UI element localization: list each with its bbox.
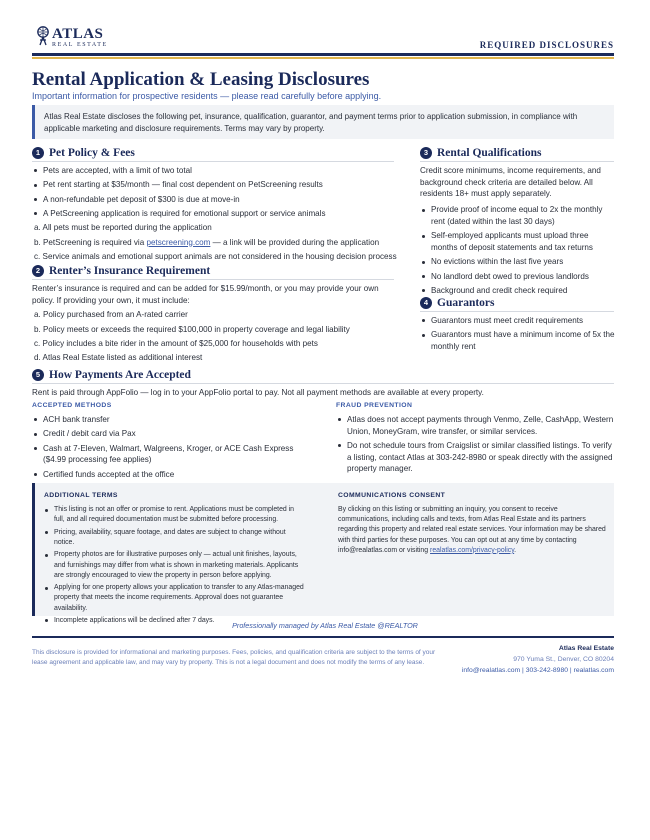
- list-item-text: — a link will be provided during the application: [210, 237, 380, 247]
- footer-rule: [32, 636, 614, 638]
- section-number: 1: [32, 147, 44, 159]
- list-item: Do not schedule tours from Craigslist or similar classified listings. To verify a listing, contact Atlas at 303-242-8980 or speak directly with the assigned property manager.: [336, 440, 616, 475]
- list-item-text: b. PetScreening is required via: [34, 237, 145, 247]
- list-item: ACH bank transfer: [32, 414, 312, 426]
- section-number: 5: [32, 369, 44, 381]
- communications-suffix: .: [514, 546, 517, 554]
- section-number: 3: [420, 147, 432, 159]
- section-title: Guarantors: [437, 297, 495, 309]
- fraud-prevention-heading: FRAUD PREVENTION: [336, 402, 413, 409]
- list-item: Applying for one property allows your application to transfer to any Atlas-managed property that meets the income requirements. Approval does not guarantee availability.: [44, 583, 306, 614]
- section-title: Rental Qualifications: [437, 147, 542, 159]
- list-item: Guarantors must meet credit requirements: [420, 315, 616, 327]
- communications-body: By clicking on this listing or submitting an inquiry, you consent to receive communications, including calls and texts, from Atlas Real Estate and its partners regarding this property and related real estate services. Your information may be shared with third parties for these purposes. You can opt out at any time by contacting info@realatlas.com or visiting: [338, 506, 606, 554]
- footer-address: 970 Yuma St., Denver, CO 80204: [513, 655, 614, 663]
- section-number: 2: [32, 265, 44, 277]
- accepted-methods-heading: ACCEPTED METHODS: [32, 402, 112, 409]
- additional-terms-heading: ADDITIONAL TERMS: [44, 492, 118, 499]
- section-qualifications-heading: [420, 145, 541, 162]
- list-item: Pricing, availability, square footage, and dates are subject to change without notice.: [44, 528, 306, 548]
- list-item: Atlas does not accept payments through Venmo, Zelle, CashApp, Western Union, MoneyGram, wire transfer, or similar services.: [336, 414, 616, 437]
- list-item: c. Service animals and emotional support animals are not considered in the housing decision process: [34, 251, 397, 261]
- section-label: REQUIRED DISCLOSURES: [479, 40, 614, 50]
- section-guarantors-heading: [420, 295, 495, 312]
- logo-name: ATLAS: [52, 26, 104, 42]
- list-item: Pet rent starting at $35/month — final cost dependent on PetScreening results: [32, 179, 402, 191]
- list-item: Pets are accepted, with a limit of two total: [32, 165, 402, 177]
- footer-contact[interactable]: info@realatlas.com | 303-242-8980 | realatlas.com: [461, 666, 614, 674]
- petscreening-link[interactable]: petscreening.com: [146, 237, 211, 247]
- page-subtitle: Important information for prospective residents — please read carefully before applying.: [32, 91, 382, 101]
- list-item: a. All pets must be reported during the application: [34, 223, 212, 233]
- qualifications-body: [420, 165, 616, 299]
- list-item: Self-employed applicants must upload three months of deposit statements and tax returns: [420, 230, 616, 253]
- atlas-logo[interactable]: [36, 25, 126, 51]
- section-divider: [32, 161, 394, 162]
- section-title: Pet Policy & Fees: [49, 147, 135, 159]
- list-item: d. Atlas Real Estate listed as additional interest: [34, 353, 203, 363]
- list-item: Property photos are for illustrative purposes only — actual unit finishes, layouts, and furnishings may differ from what is shown in marketing materials. Applicants are strongly encouraged to view the property in person before applying.: [44, 550, 306, 581]
- communications-text: [338, 505, 606, 556]
- section-pet-policy-heading: [32, 145, 135, 162]
- section-divider: [32, 279, 394, 280]
- section-divider: [420, 311, 614, 312]
- guarantors-body: [420, 315, 616, 355]
- list-item: Credit / debit card via Pax: [32, 428, 312, 440]
- communications-consent: [338, 491, 606, 556]
- list-item: Cash at 7-Eleven, Walmart, Walgreens, Kroger, or ACE Cash Express ($4.99 processing fee applies): [32, 443, 312, 466]
- atlas-figure-icon: [36, 26, 50, 46]
- insurance-text: Renter’s insurance is required and can be added for $15.99/month, or you may provide your own policy. If providing your own, it must include:: [32, 284, 379, 305]
- list-item: Provide proof of income equal to 2x the monthly rent (dated within the last 30 days): [420, 204, 616, 227]
- additional-terms: [44, 491, 306, 628]
- list-item: Incomplete applications will be declined after 7 days.: [44, 616, 306, 626]
- section-payments-heading: [32, 367, 191, 384]
- qualifications-text: Credit score minimums, income requirements, and background check criteria are detailed below. All residents 18+ must apply separately.: [420, 166, 601, 199]
- insurance-body: [32, 283, 394, 367]
- payments-text: Rent is paid through AppFolio — log in to your AppFolio portal to pay. Not all payment methods are available at every property.: [32, 388, 484, 397]
- footer-disclaimer: This disclosure is provided for informational and marketing purposes. Fees, policies, and qualification criteria are subject to the terms of your lease agreement and applicable law, and may vary by property. This is not a legal document and does not modify the terms of any lease.: [32, 649, 436, 667]
- section-divider: [420, 161, 614, 162]
- privacy-policy-link[interactable]: realatlas.com/privacy-policy: [430, 546, 515, 554]
- terms-panel-accent: [32, 483, 35, 616]
- list-item: A PetScreening application is required for emotional support or service animals: [32, 208, 402, 220]
- list-item: No evictions within the last five years: [420, 256, 616, 268]
- list-item: A non-refundable pet deposit of $300 is due at move-in: [32, 194, 402, 206]
- list-item: a. Policy purchased from an A-rated carrier: [34, 310, 188, 320]
- list-item: Certified funds accepted at the office: [32, 469, 312, 481]
- pet-policy-body: [32, 165, 402, 265]
- page-header: [32, 22, 614, 54]
- managed-by-line: Professionally managed by Atlas Real Estate @REALTOR: [232, 621, 418, 630]
- list-item: Background and credit check required: [420, 285, 616, 297]
- list-item: [32, 237, 402, 249]
- accepted-methods: [32, 401, 312, 483]
- section-title: How Payments Are Accepted: [49, 369, 191, 381]
- list-item: Guarantors must have a minimum income of 5x the monthly rent: [420, 329, 616, 352]
- intro-callout: Atlas Real Estate discloses the following pet, insurance, qualification, guarantor, and payment terms prior to application submission, in compliance with applicable marketing and disclosure requirements. Terms may vary by property.: [32, 105, 614, 139]
- section-divider: [32, 383, 614, 384]
- footer-company: Atlas Real Estate: [558, 645, 614, 652]
- fraud-prevention: [336, 401, 616, 478]
- list-item: b. Policy meets or exceeds the required $100,000 in property coverage and legal liability: [34, 324, 350, 334]
- communications-heading: COMMUNICATIONS CONSENT: [338, 492, 446, 499]
- logo-subtitle: REAL ESTATE: [52, 42, 108, 48]
- list-item: This listing is not an offer or promise to rent. Applications must be completed in full, and all required documentation must be submitted before processing.: [44, 505, 306, 525]
- list-item: c. Policy includes a bite rider in the amount of $25,000 for households with pets: [34, 339, 318, 349]
- header-rule-navy: [32, 53, 614, 56]
- footer-contact-block: [462, 644, 614, 677]
- section-insurance-heading: [32, 263, 210, 280]
- list-item: No landlord debt owed to previous landlords: [420, 271, 616, 283]
- section-title: Renter’s Insurance Requirement: [49, 265, 211, 277]
- header-rule-gold: [32, 57, 614, 59]
- page-title: Rental Application & Leasing Disclosures: [32, 69, 370, 90]
- section-number: 4: [420, 297, 432, 309]
